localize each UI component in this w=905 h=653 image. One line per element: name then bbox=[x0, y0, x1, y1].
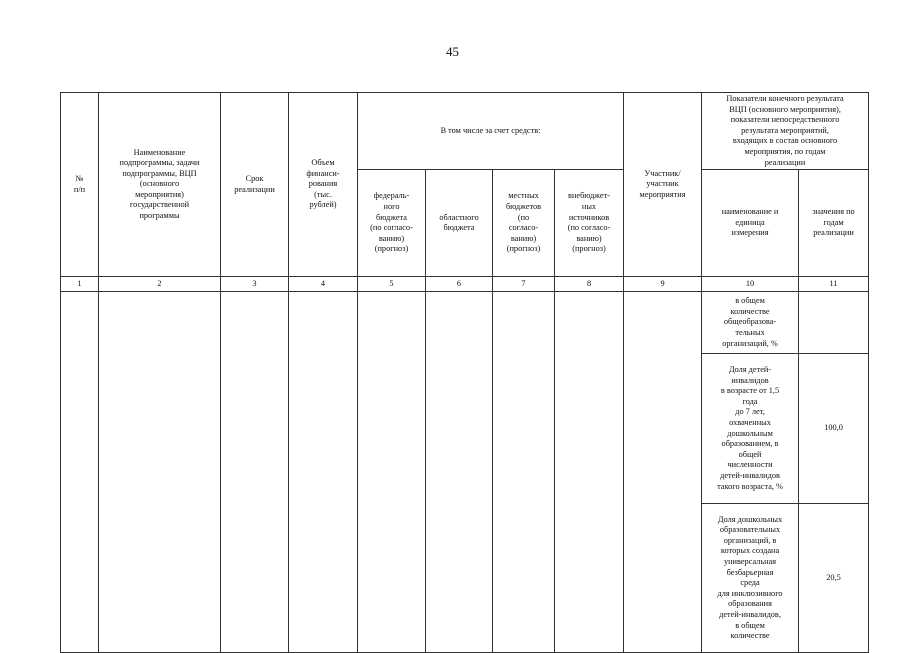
indicator-name-cell bbox=[702, 354, 799, 504]
header-funding-group bbox=[358, 93, 624, 170]
empty-cell bbox=[221, 292, 289, 653]
column-number: 2 bbox=[99, 277, 221, 292]
header-funding-group-text: В том числе за счет средств: bbox=[440, 125, 541, 135]
header-offbudget bbox=[555, 170, 624, 277]
column-number: 11 bbox=[799, 277, 869, 292]
header-local bbox=[493, 170, 555, 277]
header-federal bbox=[358, 170, 426, 277]
header-term bbox=[221, 93, 289, 277]
header-indicator-name bbox=[702, 170, 799, 277]
empty-cell bbox=[358, 292, 426, 653]
empty-cell bbox=[624, 292, 702, 653]
table-row bbox=[61, 292, 869, 354]
empty-cell bbox=[289, 292, 358, 653]
column-number: 7 bbox=[493, 277, 555, 292]
header-offbudget-text: внебюджет- ных источников (по согласо- ванию) (прогноз) bbox=[567, 191, 611, 254]
header-indicator-values bbox=[799, 170, 869, 277]
empty-cell bbox=[61, 292, 99, 653]
indicator-value-cell bbox=[799, 292, 869, 354]
header-indicator-values-text: значения по годам реализации bbox=[812, 207, 855, 238]
empty-cell bbox=[493, 292, 555, 653]
column-number: 10 bbox=[702, 277, 799, 292]
header-number bbox=[61, 93, 99, 277]
column-number: 1 bbox=[61, 277, 99, 292]
empty-cell bbox=[555, 292, 624, 653]
header-term-text: Срок реализации bbox=[234, 173, 275, 194]
header-indicator-name-text: наименование и единица измерения bbox=[721, 207, 779, 238]
header-local-text: местных бюджетов (по согласо- ванию) (прогноз) bbox=[505, 191, 542, 254]
indicator-name: Доля дошкольных образовательных организаций, в которых создана универсальная безбарьерная среда для инклюзивного образования детей-инвалидов, в общем количестве bbox=[717, 514, 783, 641]
header-participant bbox=[624, 93, 702, 277]
page-number: 45 bbox=[446, 44, 459, 59]
column-number: 4 bbox=[289, 277, 358, 292]
header-regional bbox=[426, 170, 493, 277]
column-number: 8 bbox=[555, 277, 624, 292]
header-name-text: Наименование подпрограммы, задачи подпрограммы, ВЦП (основного мероприятия) государственной программы bbox=[119, 147, 200, 221]
empty-cell bbox=[426, 292, 493, 653]
column-number: 6 bbox=[426, 277, 493, 292]
header-regional-text: областного бюджета bbox=[439, 212, 479, 233]
indicator-name-cell bbox=[702, 504, 799, 653]
indicator-value: 20,5 bbox=[826, 572, 841, 582]
program-table bbox=[60, 92, 869, 653]
indicator-name: Доля детей- инвалидов в возрасте от 1,5 года до 7 лет, охваченных дошкольным образованием, в общей численности детей-инвалидов такого возраста, % bbox=[717, 365, 783, 491]
column-number: 5 bbox=[358, 277, 426, 292]
header-volume bbox=[289, 93, 358, 277]
header-name bbox=[99, 93, 221, 277]
header-indicators-group-text: Показатели конечного результата ВЦП (основного мероприятия), показатели непосредственного результата мероприятий, входящих в состав основного мероприятия, по годам реализации bbox=[726, 94, 844, 167]
column-number-row bbox=[61, 277, 869, 292]
header-participant-text: Участник/ участник мероприятия bbox=[639, 168, 686, 199]
column-number: 3 bbox=[221, 277, 289, 292]
empty-cell bbox=[99, 292, 221, 653]
header-indicators-group bbox=[702, 93, 869, 170]
indicator-name: в общем количестве общеобразова- тельных организаций, % bbox=[722, 296, 778, 348]
column-number: 9 bbox=[624, 277, 702, 292]
indicator-value-cell bbox=[799, 504, 869, 653]
indicator-value-cell bbox=[799, 354, 869, 504]
header-number-text: № п/п bbox=[73, 173, 86, 194]
header-volume-text: Объем финанси- рования (тыс. рублей) bbox=[306, 158, 340, 210]
header-federal-text: федераль- ного бюджета (по согласо- ванию) (прогноз) bbox=[370, 191, 413, 254]
indicator-value: 100,0 bbox=[824, 423, 843, 433]
indicator-name-cell bbox=[702, 292, 799, 354]
